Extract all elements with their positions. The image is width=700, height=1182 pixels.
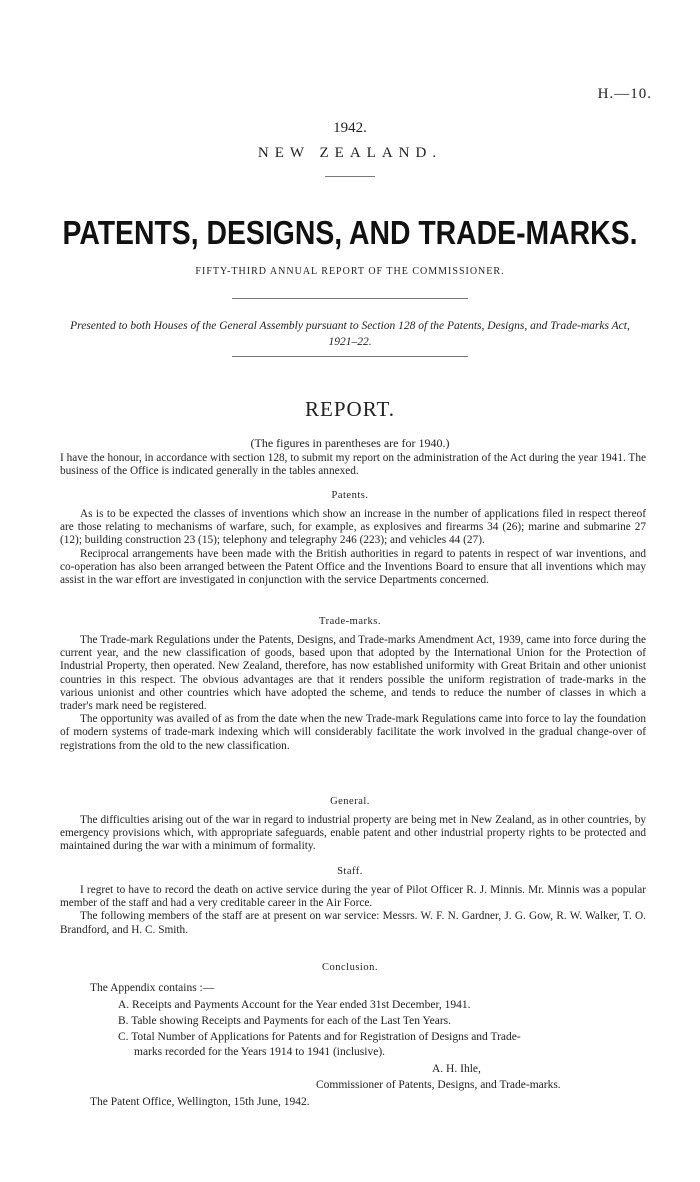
document-subtitle: FIFTY-THIRD ANNUAL REPORT OF THE COMMISSIONER. — [195, 266, 505, 277]
section-heading-general: General. — [330, 796, 370, 807]
paragraph: As is to be expected the classes of inventions which show an increase in the number of applications filed in respect thereof are those relating to mechanisms of warfare, such, for example, as explosives and firearms 34 (26); marine and submarine 27 (12); building construction 23 (15); telephony and telegraphy 246 (223); and vehicles 44 (27). — [60, 508, 646, 547]
appendix-item-c-continued: marks recorded for the Years 1914 to 1941 (inclusive). — [134, 1046, 386, 1058]
place-date: The Patent Office, Wellington, 15th June, 1942. — [90, 1096, 310, 1108]
signatory-name: A. H. Ihle, — [432, 1063, 481, 1075]
country-heading: NEW ZEALAND. — [257, 145, 443, 161]
section-heading-conclusion: Conclusion. — [322, 962, 378, 973]
trade-marks-body — [60, 634, 646, 753]
appendix-item-c: C. Total Number of Applications for Patents and for Registration of Designs and Trade- — [118, 1031, 521, 1043]
presented-note: Presented to both Houses of the General Assembly pursuant to Section 128 of the Patents, Designs, and Trade-marks Act, 1921–22. — [70, 320, 630, 348]
section-heading-patents: Patents. — [331, 490, 369, 501]
document-title: PATENTS, DESIGNS, AND TRADE-MARKS. — [62, 214, 638, 251]
section-heading-trade-marks: Trade-marks. — [319, 616, 381, 627]
section-heading-staff: Staff. — [337, 866, 363, 877]
appendix-item-a: A. Receipts and Payments Account for the Year ended 31st December, 1941. — [118, 999, 471, 1011]
paragraph: The following members of the staff are at present on war service: Messrs. W. F. N. Gardner, J. G. Gow, R. W. Walker, T. O. Brandford, and H. C. Smith. — [60, 910, 646, 936]
paragraph: I regret to have to record the death on active service during the year of Pilot Officer R. J. Minnis. Mr. Minnis was a popular member of the staff and had a very creditable career in the Air Force. — [60, 884, 646, 910]
paragraph: The difficulties arising out of the war in regard to industrial property are being met in New Zealand, as in other countries, by emergency provisions which, with appropriate safeguards, enable patent and other industrial property rights to be protected and maintained during the war with a minimum of formality. — [60, 814, 646, 853]
divider — [232, 356, 468, 357]
report-heading: REPORT. — [305, 397, 395, 421]
appendix-intro: The Appendix contains :— — [90, 982, 215, 994]
figures-note: (The figures in parentheses are for 1940.) — [250, 436, 450, 450]
page-reference: H.—10. — [597, 86, 652, 102]
patents-body — [60, 508, 646, 587]
divider — [232, 298, 468, 299]
document-year: 1942. — [333, 120, 367, 136]
appendix-item-b: B. Table showing Receipts and Payments for each of the Last Ten Years. — [118, 1015, 451, 1027]
general-body — [60, 814, 646, 854]
paragraph: Reciprocal arrangements have been made with the British authorities in regard to patents in respect of war inventions, and co-operation has also been arranged between the Patent Office and the Inventions Board to ensure that all inventions which may assist in the war effort are investigated in conjunction with the service Departments concerned. — [60, 547, 646, 587]
staff-body — [60, 884, 646, 937]
divider — [325, 176, 375, 177]
paragraph: The Trade-mark Regulations under the Patents, Designs, and Trade-marks Amendment Act, 1939, came into force during the current year, and the new classification of goods, based upon that adopted by the International Union for the Protection of Industrial Property, then operated. New Zealand, therefore, has now established uniformity with Great Britain and other unionist countries in this respect. The obvious advantages are that it renders possible the uniform registration of trade-marks in the various unionist and other countries which have adopted the scheme, and tends to reduce the number of classes in which a trader's mark need be registered. — [60, 634, 646, 713]
signatory-title: Commissioner of Patents, Designs, and Trade-marks. — [316, 1079, 561, 1091]
intro-paragraph: I have the honour, in accordance with section 128, to submit my report on the administration of the Act during the year 1941. The business of the Office is indicated generally in the tables annexed. — [60, 452, 646, 478]
paragraph: The opportunity was availed of as from the date when the new Trade-mark Regulations came into force to lay the foundation of modern systems of trade-mark indexing which will considerably facilitate the work involved in the gradual change-over of registrations from the old to the new classification. — [60, 713, 646, 752]
